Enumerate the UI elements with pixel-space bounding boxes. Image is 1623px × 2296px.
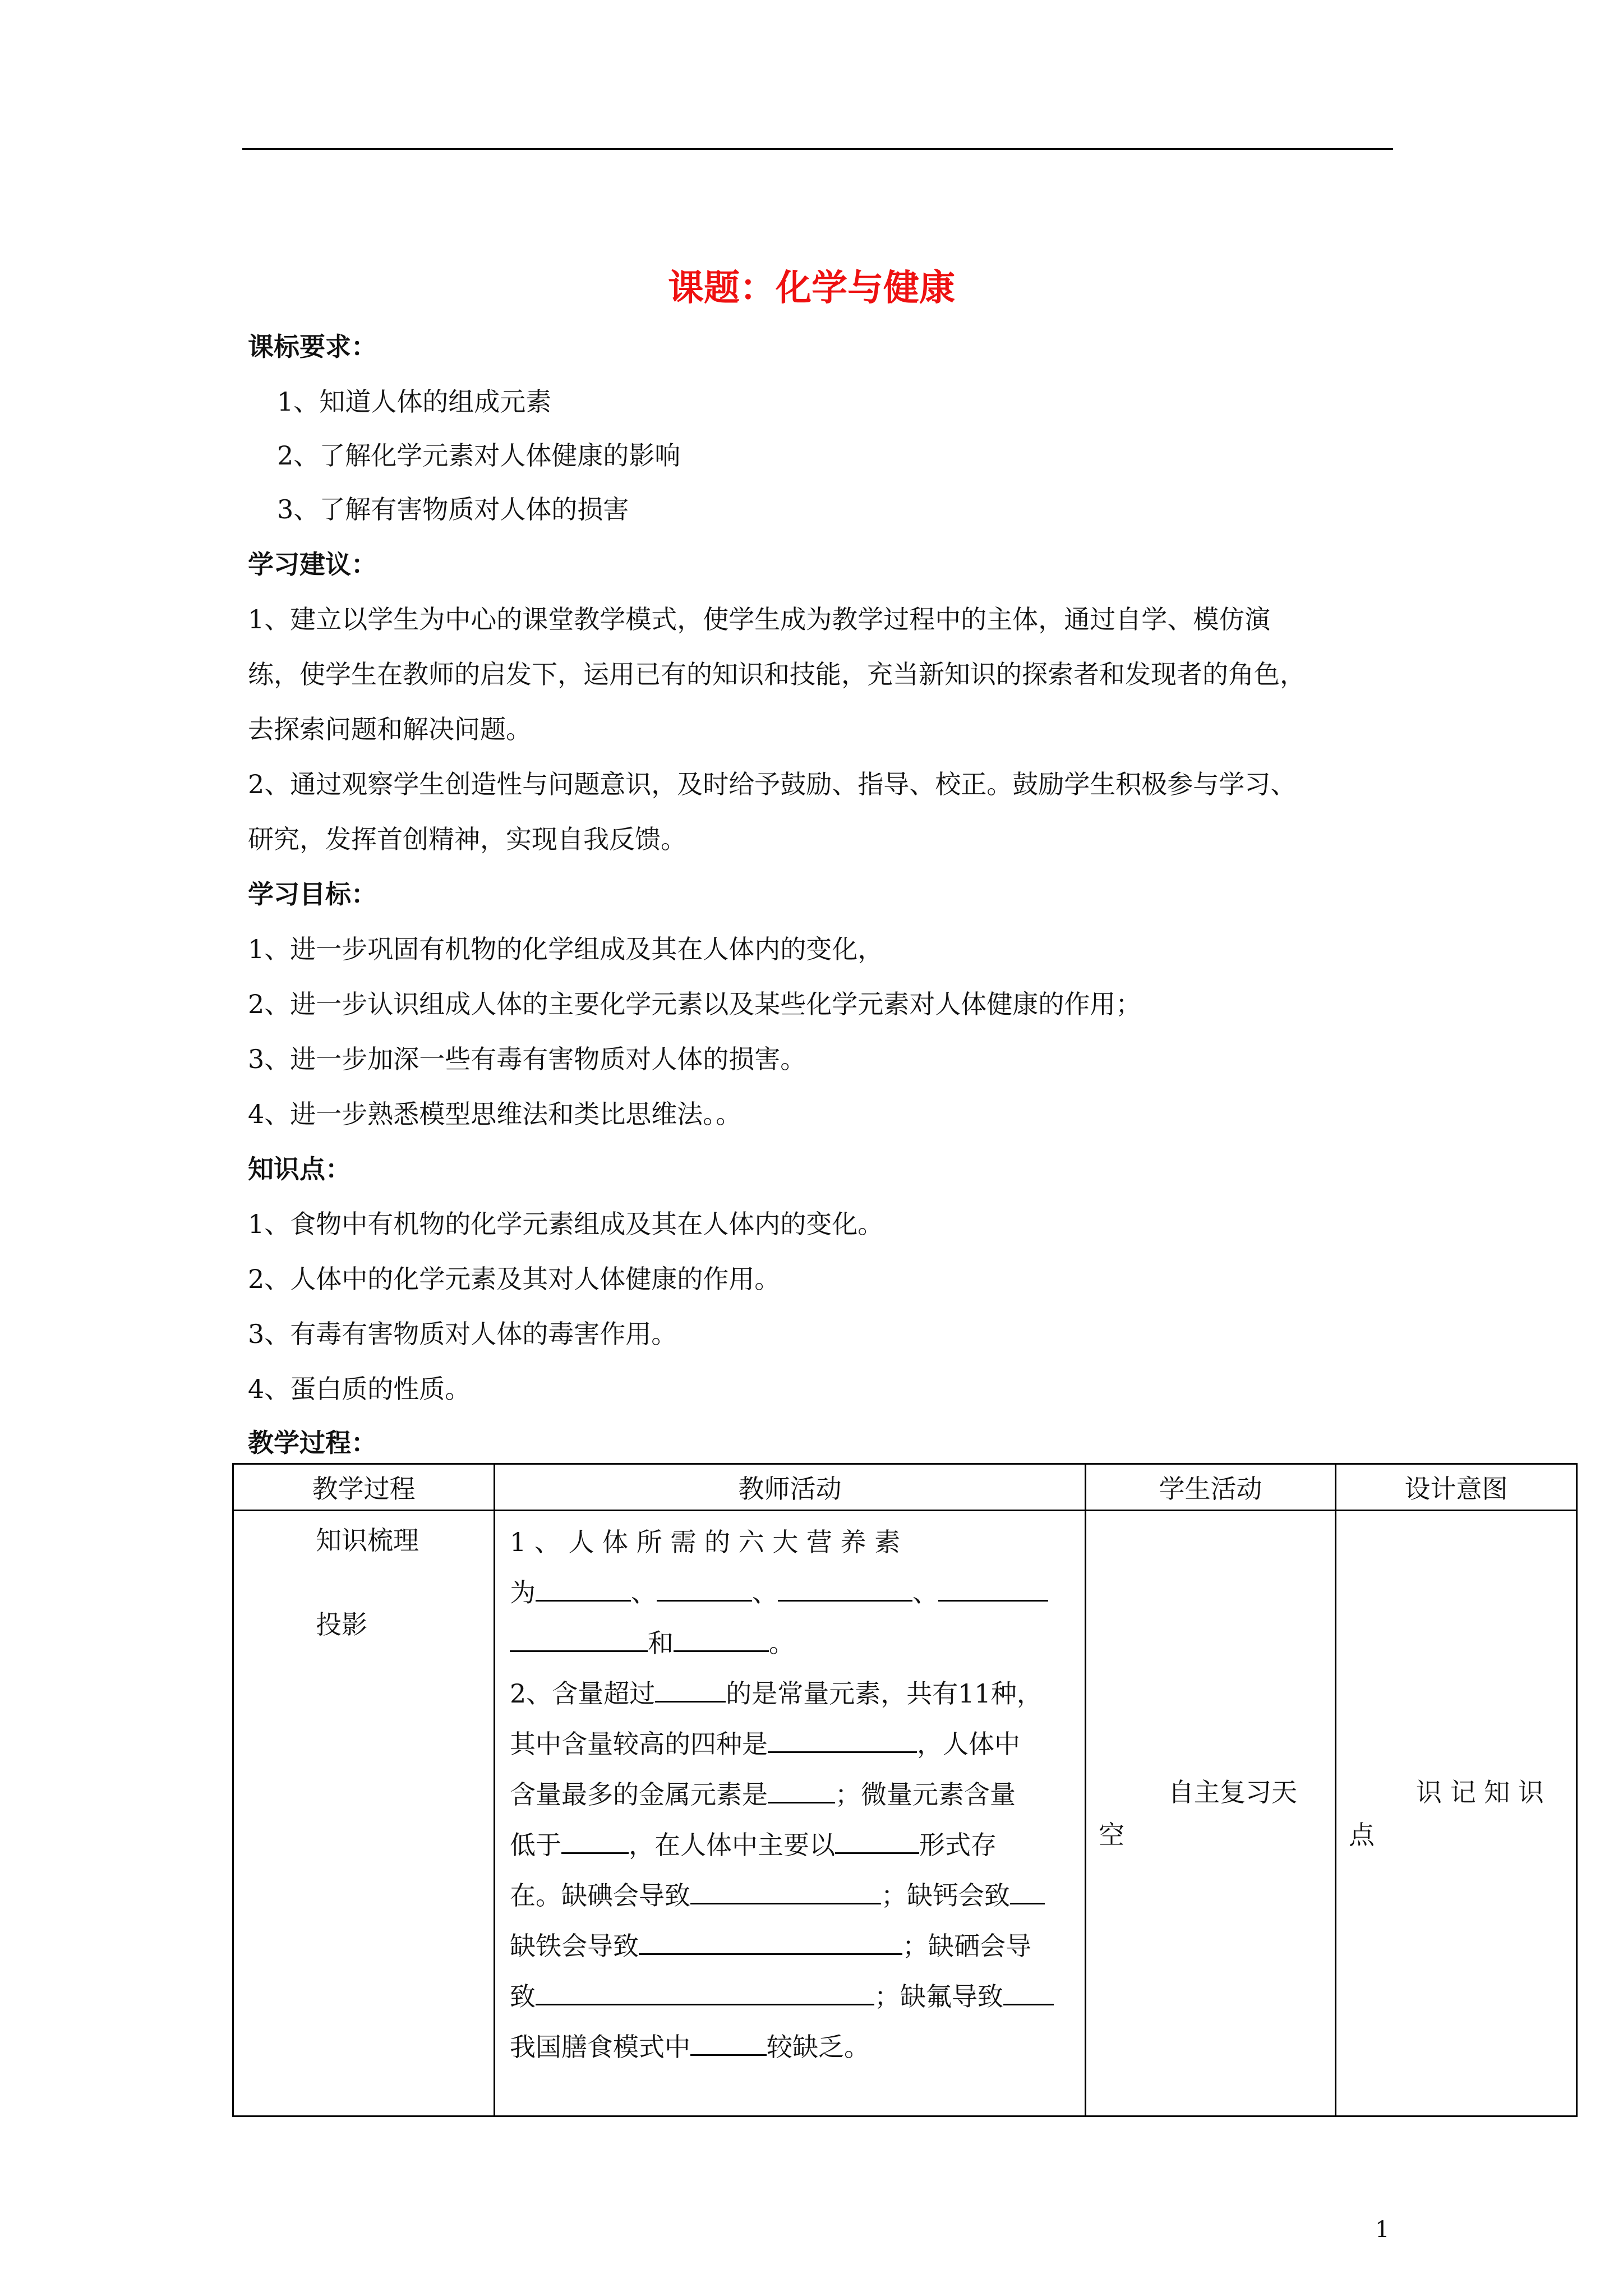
answer-blank[interactable] bbox=[768, 1720, 917, 1753]
answer-blank[interactable] bbox=[938, 1568, 1048, 1602]
teacher-activity-cell bbox=[495, 1511, 1086, 2116]
answer-blank[interactable] bbox=[768, 1770, 835, 1803]
question-line: 含量最多的金属元素是 ；微量元素含量 bbox=[510, 1769, 1075, 1820]
answer-blank[interactable] bbox=[1003, 1972, 1054, 2005]
table-row bbox=[233, 1511, 1577, 2116]
design-intent-cell: 识 记 知 识 点 bbox=[1336, 1511, 1577, 2116]
question-line: 致 ；缺氟导致 bbox=[510, 1971, 1075, 2022]
answer-blank[interactable] bbox=[639, 1922, 902, 1955]
question-line: 在。缺碘会导致 ；缺钙会致 bbox=[510, 1870, 1075, 1921]
answer-blank[interactable] bbox=[536, 1972, 874, 2005]
header-cell: 教学过程 bbox=[233, 1464, 495, 1511]
question-line: 为 、 、 、 bbox=[510, 1567, 1075, 1618]
section-heading-knowledge: 知识点： bbox=[248, 1154, 351, 1184]
answer-blank[interactable] bbox=[1010, 1871, 1045, 1904]
advice-line: 1、建立以学生为中心的课堂教学模式，使学生成为教学过程中的主体，通过自学、模仿演 bbox=[248, 604, 1271, 634]
knowledge-item: 4、蛋白质的性质。 bbox=[248, 1374, 471, 1404]
advice-line: 研究，发挥首创精神，实现自我反馈。 bbox=[248, 824, 686, 854]
section-heading-advice: 学习建议： bbox=[248, 549, 377, 579]
answer-blank[interactable] bbox=[657, 1568, 752, 1602]
goal-item: 3、进一步加深一些有毒有害物质对人体的损害。 bbox=[248, 1044, 806, 1074]
header-cell: 设计意图 bbox=[1336, 1464, 1577, 1511]
knowledge-item: 3、有毒有害物质对人体的毒害作用。 bbox=[248, 1319, 677, 1349]
process-step: 投影 bbox=[316, 1609, 367, 1640]
goal-item: 4、进一步熟悉模型思维法和类比思维法。。 bbox=[248, 1099, 742, 1129]
question-line: 我国膳食模式中 较缺乏。 bbox=[510, 2022, 1075, 2072]
answer-blank[interactable] bbox=[655, 1669, 726, 1703]
student-activity-cell: 自主复习天空 bbox=[1086, 1511, 1336, 2116]
goal-item: 2、进一步认识组成人体的主要化学元素以及某些化学元素对人体健康的作用； bbox=[248, 989, 1142, 1019]
page-title: 课题：化学与健康 bbox=[668, 268, 955, 309]
question-line: 低于 ，在人体中主要以 形式存 bbox=[510, 1820, 1075, 1870]
answer-blank[interactable] bbox=[835, 1821, 919, 1854]
question-line: 2、含量超过 的是常量元素，共有11种， bbox=[510, 1668, 1075, 1719]
curriculum-item: 2、了解化学元素对人体健康的影响 bbox=[277, 440, 681, 471]
answer-blank[interactable] bbox=[536, 1568, 631, 1602]
advice-line: 去探索问题和解决问题。 bbox=[248, 714, 532, 744]
table-header-row bbox=[233, 1464, 1577, 1511]
knowledge-item: 2、人体中的化学元素及其对人体健康的作用。 bbox=[248, 1264, 781, 1294]
process-step: 知识梳理 bbox=[316, 1525, 419, 1556]
curriculum-item: 3、了解有害物质对人体的损害 bbox=[277, 494, 629, 524]
header-cell: 教师活动 bbox=[495, 1464, 1086, 1511]
section-heading-curriculum: 课标要求： bbox=[248, 332, 377, 362]
answer-blank[interactable] bbox=[778, 1568, 912, 1602]
question-line: 缺铁会导致 ；缺硒会导 bbox=[510, 1921, 1075, 1971]
question-line: 1 、 人 体 所 需 的 六 大 营 养 素 bbox=[510, 1527, 901, 1557]
advice-line: 2、通过观察学生创造性与问题意识，及时给予鼓励、指导、校正。鼓励学生积极参与学习、 bbox=[248, 769, 1297, 799]
answer-blank[interactable] bbox=[561, 1821, 629, 1854]
lesson-table bbox=[232, 1463, 1578, 2117]
header-cell: 学生活动 bbox=[1086, 1464, 1336, 1511]
goal-item: 1、进一步巩固有机物的化学组成及其在人体内的变化， bbox=[248, 934, 884, 964]
section-heading-goals: 学习目标： bbox=[248, 879, 377, 909]
answer-blank[interactable] bbox=[690, 2023, 767, 2056]
question-line: 其中含量较高的四种是 ，人体中 bbox=[510, 1719, 1075, 1769]
header-rule bbox=[242, 148, 1393, 150]
page-number: 1 bbox=[1375, 2217, 1390, 2243]
knowledge-item: 1、食物中有机物的化学元素组成及其在人体内的变化。 bbox=[248, 1209, 884, 1239]
answer-blank[interactable] bbox=[674, 1619, 769, 1652]
answer-blank[interactable] bbox=[510, 1619, 648, 1652]
curriculum-item: 1、知道人体的组成元素 bbox=[277, 386, 552, 417]
section-heading-process: 教学过程： bbox=[248, 1428, 377, 1458]
advice-line: 练，使学生在教师的启发下，运用已有的知识和技能，充当新知识的探索者和发现者的角色， bbox=[248, 659, 1306, 689]
answer-blank[interactable] bbox=[690, 1871, 881, 1904]
process-cell bbox=[233, 1511, 495, 2116]
question-line: 和 。 bbox=[510, 1618, 1075, 1668]
